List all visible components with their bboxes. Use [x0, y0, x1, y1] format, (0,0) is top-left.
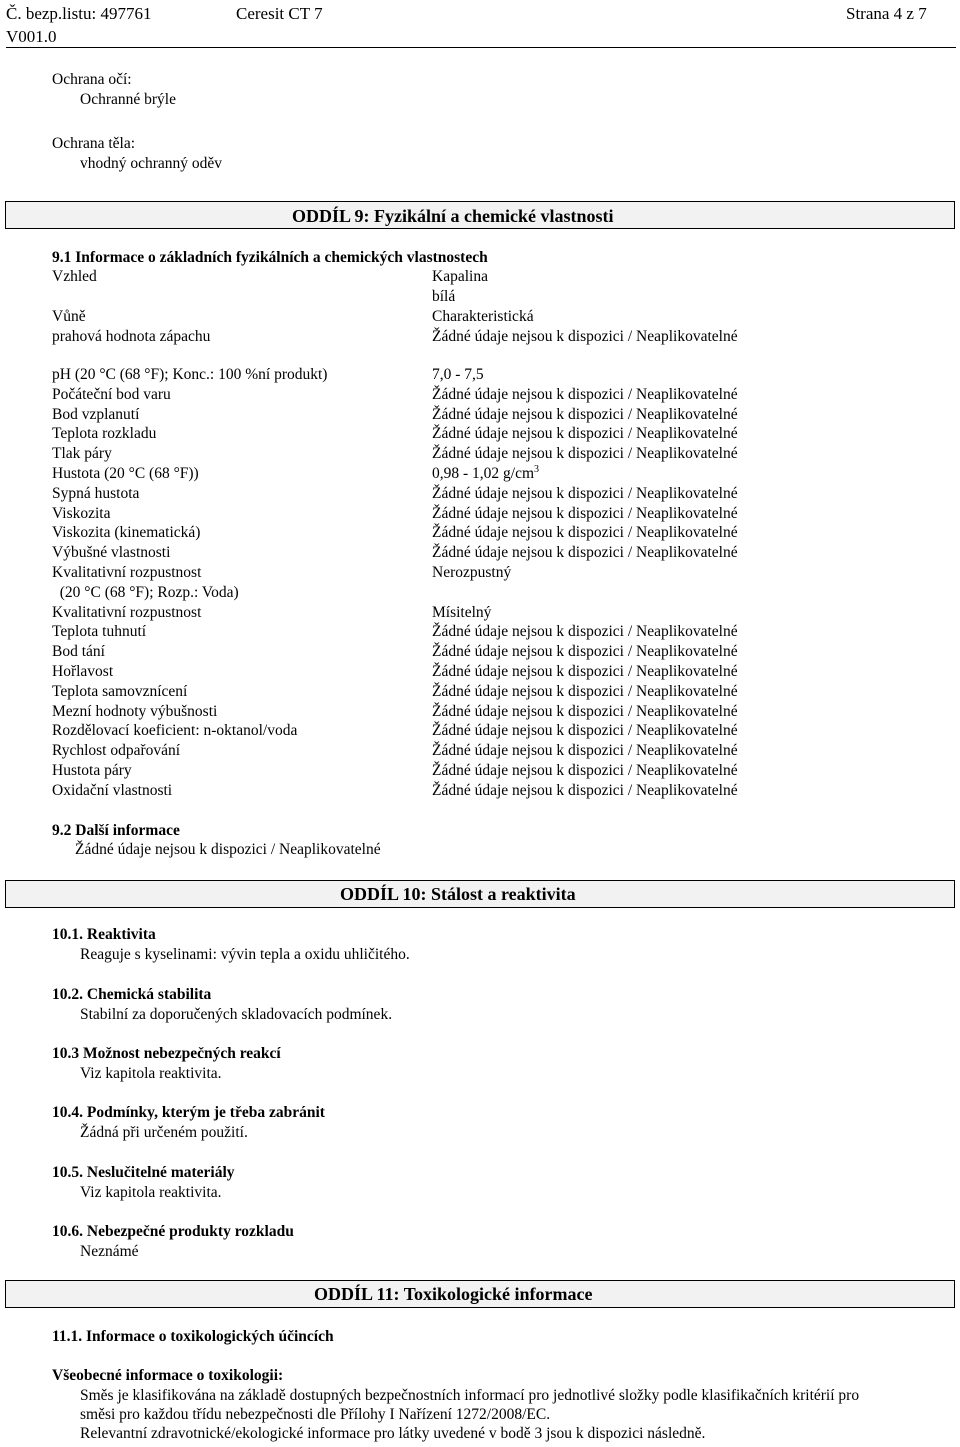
property-value: Žádné údaje nejsou k dispozici / Neaplikovatelné	[432, 504, 738, 522]
general-toxicology-line: směsi pro každou třídu nebezpečnosti dle Přílohy I Nařízení 1272/2008/EC.	[80, 1406, 551, 1423]
property-value: Žádné údaje nejsou k dispozici / Neaplikovatelné	[432, 328, 738, 345]
property-value: Žádné údaje nejsou k dispozici / Neaplikovatelné	[432, 643, 738, 661]
property-value: Kapalina	[432, 268, 488, 285]
property-value: 7,0 - 7,5	[432, 366, 484, 383]
general-toxicology-label: Všeobecné informace o toxikologii:	[52, 1367, 284, 1384]
property-label: Vůně	[52, 308, 86, 325]
property-label: (20 °C (68 °F); Rozp.: Voda)	[52, 583, 239, 601]
section-10-item-heading: 10.3 Možnost nebezpečných reakcí	[52, 1045, 281, 1062]
section-10-item-text: Stabilní za doporučených skladovacích podmínek.	[80, 1006, 393, 1023]
property-value: Žádné údaje nejsou k dispozici / Neaplikovatelné	[432, 623, 738, 641]
property-value: Žádné údaje nejsou k dispozici / Neaplikovatelné	[432, 405, 738, 423]
doc-number: Č. bezp.listu: 497761	[6, 4, 152, 23]
property-value: Žádné údaje nejsou k dispozici / Neaplikovatelné	[432, 742, 738, 760]
property-label: Mezní hodnoty výbušnosti	[52, 702, 218, 720]
product-name: Ceresit CT 7	[236, 4, 323, 23]
property-value: Žádné údaje nejsou k dispozici / Neaplikovatelné	[432, 425, 738, 443]
section-11-1-heading: 11.1. Informace o toxikologických účincích	[52, 1328, 334, 1345]
section-10-item-heading: 10.4. Podmínky, kterým je třeba zabránit	[52, 1104, 325, 1121]
property-label: Viskozita	[52, 504, 111, 522]
property-label: Bod tání	[52, 643, 105, 661]
property-value: Žádné údaje nejsou k dispozici / Neaplikovatelné	[432, 544, 738, 562]
section-10-item-text: Viz kapitola reaktivita.	[80, 1065, 222, 1082]
section-9-1-heading: 9.1 Informace o základních fyzikálních a chemických vlastnostech	[52, 249, 488, 266]
property-label: Rozdělovací koeficient: n-oktanol/voda	[52, 722, 298, 740]
property-value: Mísitelný	[432, 603, 492, 621]
property-label: Teplota rozkladu	[52, 425, 157, 443]
body-protection-value: vhodný ochranný oděv	[80, 155, 223, 172]
property-value: Nerozpustný	[432, 564, 512, 581]
section-10-title: ODDÍL 10: Stálost a reaktivita	[340, 884, 576, 904]
eye-protection-value: Ochranné brýle	[80, 91, 176, 108]
property-label: Hustota páry	[52, 762, 132, 779]
section-9-title: ODDÍL 9: Fyzikální a chemické vlastnosti	[292, 206, 614, 226]
section-10-item-heading: 10.6. Nebezpečné produkty rozkladu	[52, 1223, 294, 1240]
property-label: Kvalitativní rozpustnost	[52, 564, 202, 581]
section-9-2-heading: 9.2 Další informace	[52, 822, 180, 839]
section-10-item-text: Neznámé	[80, 1243, 139, 1260]
section-10-item-text: Reaguje s kyselinami: vývin tepla a oxidu uhličitého.	[80, 946, 410, 963]
property-value: Žádné údaje nejsou k dispozici / Neaplikovatelné	[432, 445, 738, 463]
version: V001.0	[6, 27, 57, 46]
property-value: Žádné údaje nejsou k dispozici / Neaplikovatelné	[432, 702, 738, 720]
property-value-sup: 3	[534, 463, 540, 475]
section-10-item-heading: 10.2. Chemická stabilita	[52, 986, 212, 1003]
property-label: Hořlavost	[52, 663, 114, 680]
section-10-item-text: Žádná při určeném použití.	[80, 1124, 248, 1141]
property-label: Teplota samovznícení	[52, 682, 188, 700]
property-value: bílá	[432, 288, 456, 305]
section-9-2-text: Žádné údaje nejsou k dispozici / Neaplikovatelné	[75, 841, 381, 858]
property-label: Bod vzplanutí	[52, 405, 140, 423]
section-10-item-heading: 10.5. Neslučitelné materiály	[52, 1164, 235, 1181]
property-label: Teplota tuhnutí	[52, 623, 147, 641]
section-11-title: ODDÍL 11: Toxikologické informace	[314, 1284, 593, 1304]
property-value: Žádné údaje nejsou k dispozici / Neaplikovatelné	[432, 663, 738, 680]
property-label: prahová hodnota zápachu	[52, 328, 211, 345]
property-label: Sypná hustota	[52, 484, 140, 502]
property-label: Viskozita (kinematická)	[52, 524, 201, 542]
property-label: Výbušné vlastnosti	[52, 544, 171, 562]
property-label: Tlak páry	[52, 445, 112, 463]
property-value-with-sup	[432, 464, 539, 484]
property-value: Žádné údaje nejsou k dispozici / Neaplikovatelné	[432, 524, 738, 542]
property-value: Žádné údaje nejsou k dispozici / Neaplikovatelné	[432, 781, 738, 799]
property-value: Žádné údaje nejsou k dispozici / Neaplikovatelné	[432, 484, 738, 502]
property-label: Počáteční bod varu	[52, 385, 171, 403]
general-toxicology-line: Směs je klasifikována na základě dostupných bezpečnostních informací pro jednotlivé složky podle klasifikačních kritérií pro	[80, 1387, 860, 1404]
eye-protection-label: Ochrana očí:	[52, 71, 132, 88]
property-value: Žádné údaje nejsou k dispozici / Neaplikovatelné	[432, 762, 738, 779]
body-protection-label: Ochrana těla:	[52, 135, 136, 152]
property-value: Žádné údaje nejsou k dispozici / Neaplikovatelné	[432, 722, 738, 740]
header-rule	[6, 47, 956, 48]
section-10-item-text: Viz kapitola reaktivita.	[80, 1184, 222, 1201]
property-value: 0,98 - 1,02 g/cm	[432, 465, 535, 482]
property-value: Žádné údaje nejsou k dispozici / Neaplikovatelné	[432, 682, 738, 700]
general-toxicology-line: Relevantní zdravotnické/ekologické informace pro látky uvedené v bodě 3 jsou k dispozici následně.	[80, 1425, 706, 1442]
page-number: Strana 4 z 7	[846, 4, 927, 23]
property-label: Oxidační vlastnosti	[52, 781, 173, 799]
property-label: Kvalitativní rozpustnost	[52, 603, 202, 621]
property-value: Žádné údaje nejsou k dispozici / Neaplikovatelné	[432, 385, 738, 403]
property-label: pH (20 °C (68 °F); Konc.: 100 %ní produkt)	[52, 366, 328, 383]
section-10-item-heading: 10.1. Reaktivita	[52, 926, 156, 943]
property-value: Charakteristická	[432, 308, 534, 325]
property-label: Hustota (20 °C (68 °F))	[52, 465, 199, 482]
property-label: Vzhled	[52, 268, 97, 285]
property-label: Rychlost odpařování	[52, 742, 181, 760]
